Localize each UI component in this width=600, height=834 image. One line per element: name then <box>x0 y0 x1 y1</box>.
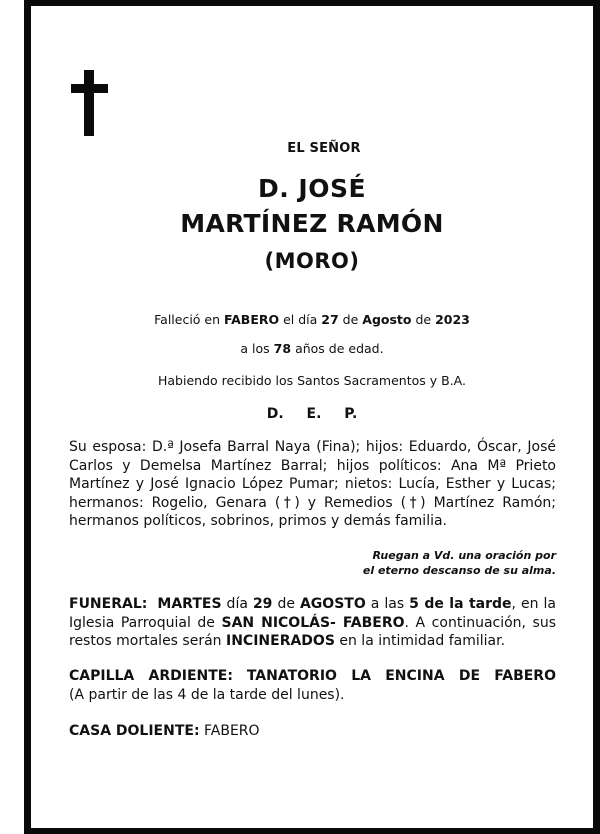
deceased-name-line2: MARTÍNEZ RAMÓN <box>180 209 444 238</box>
title-el-senor: EL SEÑOR <box>287 141 361 156</box>
capilla-label: CAPILLA ARDIENTE: <box>69 668 233 684</box>
death-info <box>31 312 593 327</box>
age-suffix: años de edad. <box>295 341 384 356</box>
deceased-alias: (MORO) <box>264 249 360 273</box>
cross-vertical-bar <box>84 70 94 136</box>
death-prefix: Falleció en <box>154 312 225 327</box>
funeral-label: FUNERAL: <box>69 596 148 612</box>
death-text: de <box>411 312 436 327</box>
capilla-note: (A partir de las 4 de la tarde del lunes). <box>69 686 345 703</box>
death-text: el día <box>279 312 322 327</box>
casa-place: FABERO <box>199 723 260 739</box>
sacraments-line: Habiendo recibido los Santos Sacramentos y B.A. <box>158 373 466 388</box>
funeral-action: INCINERADOS <box>226 633 335 649</box>
funeral-text: en la intimidad familiar. <box>334 633 506 649</box>
deceased-name-line1: D. JOSÉ <box>257 174 367 203</box>
cross-horizontal-bar <box>71 84 108 93</box>
age-info <box>31 341 593 356</box>
death-text: de <box>338 312 363 327</box>
funeral-text: día <box>221 596 253 612</box>
capilla-place: TANATORIO LA ENCINA DE FABERO <box>246 668 556 684</box>
funeral-day: 29 <box>252 596 273 612</box>
funeral-text: a las <box>365 596 410 612</box>
funeral-text: , en la Iglesia Parroquial de <box>69 596 556 631</box>
death-day: 27 <box>321 312 339 327</box>
casa-label: CASA DOLIENTE: <box>69 723 200 739</box>
capilla-first-line <box>69 667 556 686</box>
funeral-text: . A continuación, sus restos mortales serán <box>69 614 557 649</box>
funeral-weekday: MARTES <box>157 596 222 612</box>
age-value: 78 <box>273 341 292 356</box>
prayer-line2: el eterno descanso de su alma. <box>362 564 556 577</box>
dep-initials: D. E. P. <box>266 406 358 422</box>
prayer-line1: Ruegan a Vd. una oración por <box>372 549 556 562</box>
funeral-church: SAN NICOLÁS- FABERO <box>221 614 405 631</box>
casa-doliente-line <box>69 722 556 741</box>
death-place: FABERO <box>224 312 280 327</box>
prayer-request <box>363 548 556 578</box>
funeral-text: de <box>272 596 300 612</box>
funeral-time: 5 de la tarde <box>409 596 512 612</box>
family-paragraph: Su esposa: D.ª Josefa Barral Naya (Fina); hijos: Eduardo, Óscar, José Carlos y Demelsa Martínez Barral; hijos políticos: Ana Mª Prieto Martínez y José Ignacio López Pumar; nietos: Lucía, Esther y Lucas; hermanos: Rogelio, Genara (†) y Remedios (†) Martínez Ramón; hermanos políticos, sobrinos, primos y demás familia. <box>69 439 556 529</box>
death-year: 2023 <box>435 312 470 327</box>
age-prefix: a los <box>240 341 274 356</box>
cross-icon <box>71 70 108 136</box>
funeral-month: AGOSTO <box>299 596 366 612</box>
death-month: Agosto <box>362 312 412 327</box>
capilla-ardiente-paragraph <box>69 667 556 704</box>
funeral-paragraph <box>69 595 556 651</box>
